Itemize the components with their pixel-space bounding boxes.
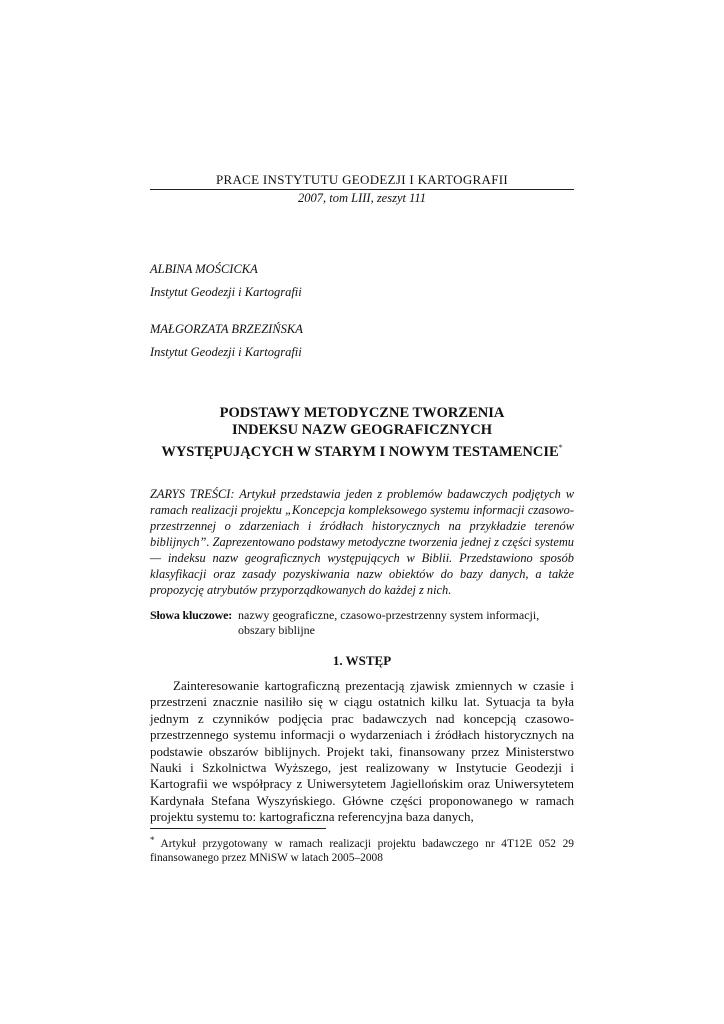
- footnote-mark: *: [150, 835, 155, 845]
- keywords-text: nazwy geograficzne, czasowo-przestrzenny system informacji, obszary biblijne: [238, 608, 540, 637]
- footnote: [150, 833, 574, 865]
- footnote-text: Artykuł przygotowany w ramach realizacji projektu badawczego nr 4T12E 052 29 finansowanego przez MNiSW w latach 2005–2008: [150, 838, 574, 864]
- header-rule: [150, 189, 574, 190]
- footnote-rule: [150, 828, 326, 829]
- intro-paragraph: Zainteresowanie kartograficzną prezentacją zjawisk zmiennych w czasie i przestrzeni znacznie nasiliło się w ciągu ostatnich kilku lat. Sytuacja ta była jednym z czynników podjęcia prac badawczych nad koncepcją czasowo-przestrzennego systemu informacji o wydarzeniach i źródłach historycznych na podstawie obszarów biblijnych. Projekt taki, finansowany przez Ministerstwo Nauki i Szkolnictwa Wyższego, jest realizowany w Instytucie Geodezji i Kartografii we współpracy z Uniwersytetem Jagiellońskim oraz Uniwersytetem Kardynała Stefana Wyszyńskiego. Główne części proponowanego w ramach projektu systemu to: kartograficzna referencyjna baza danych,: [150, 678, 574, 825]
- article-title: [150, 405, 574, 461]
- title-line-1: PODSTAWY METODYCZNE TWORZENIA: [219, 405, 505, 421]
- author-affiliation-1: Instytut Geodezji i Kartografii: [150, 285, 302, 299]
- journal-title: PRACE INSTYTUTU GEODEZJI I KARTOGRAFII: [215, 172, 509, 187]
- abstract: ZARYS TREŚCI: Artykuł przedstawia jeden z problemów badawczych podjętych w ramach realizacji projektu „Koncepcja kompleksowego systemu informacji czasowo-przestrzennej o zdarzeniach i źródłach historycznych na przykładzie terenów biblijnych”. Zaprezentowano podstawy metodyczne tworzenia jednej z części systemu — indeksu nazw geograficznych występujących w Biblii. Przedstawiono sposób klasyfikacji oraz zasady pozyskiwania nazw obiektów do bazy danych, a także propozycję atrybutów przyporządkowanych do każdej z nich.: [150, 487, 574, 597]
- title-footnote-mark: *: [558, 443, 563, 452]
- title-line-3: [150, 439, 574, 461]
- author-name-1: ALBINA MOŚCICKA: [150, 262, 258, 276]
- author-name-2: MAŁGORZATA BRZEZIŃSKA: [150, 322, 303, 336]
- volume-info: 2007, tom LIII, zeszyt 111: [298, 191, 426, 205]
- section-heading: 1. WSTĘP: [332, 653, 392, 668]
- title-line-2: INDEKSU NAZW GEOGRAFICZNYCH: [232, 422, 492, 438]
- title-line-3-text: WYSTĘPUJĄCYCH W STARYM I NOWYM TESTAMENCIE: [161, 444, 559, 460]
- author-affiliation-2: Instytut Geodezji i Kartografii: [150, 345, 302, 359]
- keywords-label: Słowa kluczowe:: [150, 608, 232, 622]
